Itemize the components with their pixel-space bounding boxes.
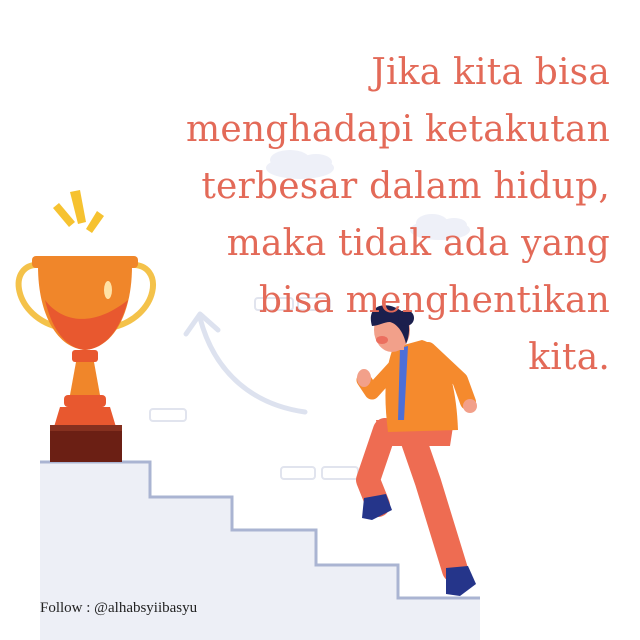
quote-text <box>110 44 610 386</box>
quote-line: kita. <box>528 337 610 378</box>
quote-line: terbesar dalam hidup, <box>201 166 610 207</box>
sparkle-icon <box>53 190 104 233</box>
follow-handle: Follow : @alhabsyiibasyu <box>40 600 198 616</box>
quote-line: menghadapi ketakutan <box>186 109 610 150</box>
quote-line: Jika kita bisa <box>371 52 610 93</box>
quote-line: bisa menghentikan <box>258 280 610 321</box>
quote-line: maka tidak ada yang <box>226 223 610 264</box>
